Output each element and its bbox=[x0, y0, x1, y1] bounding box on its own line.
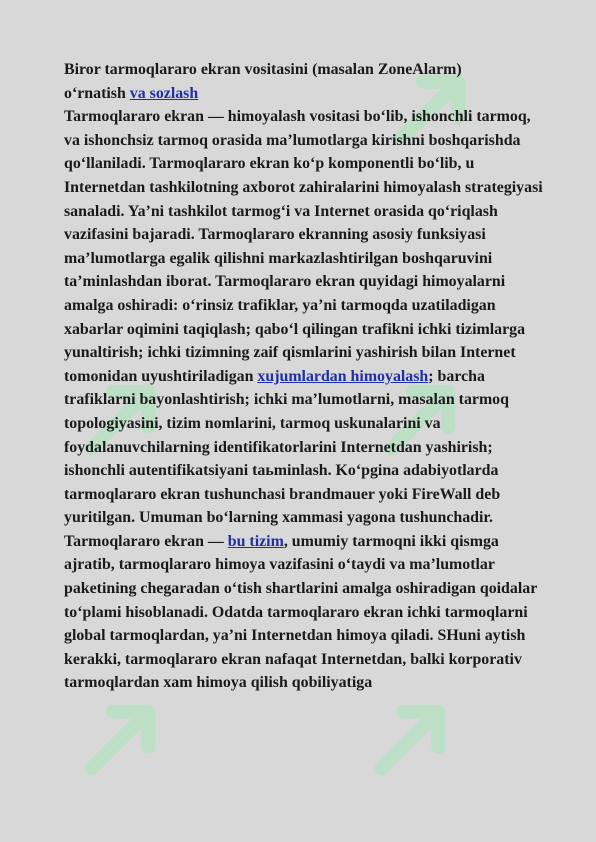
link-system[interactable]: bu tizim bbox=[227, 532, 284, 550]
heading-line-2: o‘rnatish bbox=[64, 84, 130, 102]
document-body bbox=[64, 58, 550, 695]
paragraph-text-3: , umumiy tarmoqni ikki qismga ajratib, tarmoqlararo himoya vazifasini o‘taydi va ma’lumotlar paketining chegaradan o‘tish shartlarini amalga oshiradigan qoidalar to‘plami hisoblanadi. Odatda tarmoqlararo ekran ichki tarmoqlarni global tarmoqlardan, ya’ni Internetdan himoya qiladi. SHuni aytish kerakki, tarmoqlararo ekran nafaqat Internetdan, balki korporativ tarmoqlardan xam himoya qilish qobiliyatiga bbox=[64, 532, 537, 692]
link-attacks[interactable]: xujumlardan himoyalash bbox=[257, 367, 429, 385]
heading-line: Biror tarmoqlararo ekran vositasini (masalan ZoneAlarm) bbox=[64, 61, 462, 78]
watermark-arrow-icon bbox=[364, 694, 456, 786]
link-settings[interactable]: va sozlash bbox=[129, 84, 199, 102]
paragraph-text: Tarmoqlararo ekran — himoyalash vositasi bo‘lib, ishonchli tarmoq, va ishonchsiz tarmoq orasida ma’lumotlarga kirishni boshqarishda qo‘llaniladi. Tarmoqlararo ekran ko‘p komponentli bo‘lib, u Internetdan tashkilotning axborot zahiralarini himoyalash strategiyasi sanaladi. Ya’ni tashkilot tarmog‘i va Internet orasida qo‘riqlash vazifasini bajaradi. Tarmoqlararo ekranning asosiy funksiyasi ma’lumotlarga egalik qilishni markazlashtirilgan boshqaruvini ta’minlashdan iborat. Tarmoqlararo ekran quyidagi himoyalarni amalga oshiradi: o‘rinsiz trafiklar, ya’ni tarmoqda uzatiladigan xabarlar oqimini taqiqlash; qabo‘l qilingan trafikni ichki tizimlarga yunaltirish; ichki tizimning zaif qismlarini yashirish bilan Internet tomonidan uyushtiriladigan bbox=[64, 108, 543, 385]
paragraph-text-2: ; barcha trafiklarni bayonlashtirish; ichki ma’lumotlarni, masalan tarmoq topologiyasini, tizim nomlarini, tarmoq uskunalarini va foydalanuvchilarning identifikatorlarini Internetdan yashirish; ishonchli autentifikatsiyani taьminlash. Ko‘pgina adabiyotlarda tarmoqlararo ekran tushunchasi brandmauer yoki FireWall deb yuritilgan. Umuman bo‘larning xammasi yagona tushunchadir. Tarmoqlararo ekran — bbox=[64, 367, 509, 550]
watermark-arrow-icon bbox=[74, 694, 166, 786]
